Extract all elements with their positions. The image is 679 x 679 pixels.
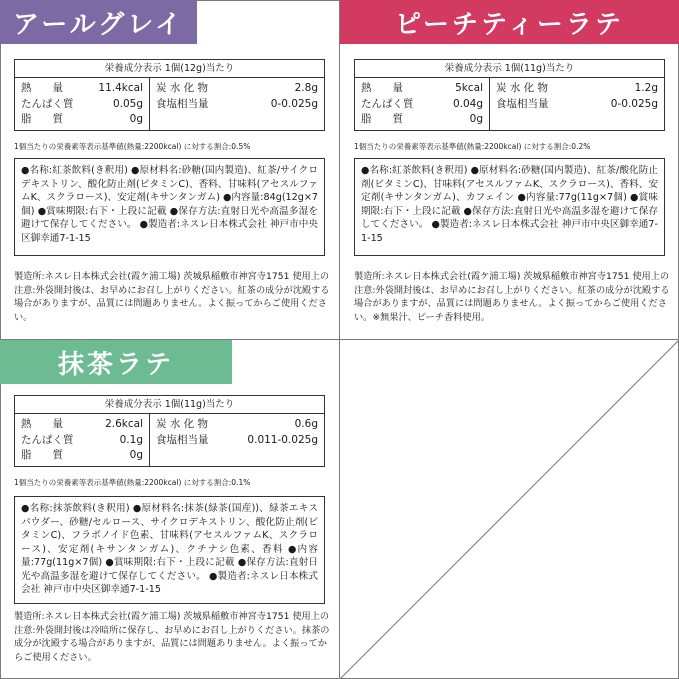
nutrition-row: 炭 水 化 物 1.2g — [496, 82, 658, 94]
nutrition-header: 栄養成分表示 1個(12g)当たり — [15, 60, 324, 78]
nutrition-row: 食塩相当量 0.011-0.025g — [156, 433, 318, 446]
nutrition-table — [14, 59, 325, 131]
ingredients-box: ●名称:抹茶飲料(き釈用) ●原材料名:抹茶(緑茶(国産))、緑茶エキスパウダー、砂糖/セルロース、サイクロデキストリン、酸化防止剤(ビタミンC)、フラボノイド色素、甘味料(アセスルファムK、スクラロース)、安定剤(キサンタンガム)、クチナシ色素、香料 ●内容量:77g(11g×7個) ●賞味期限:右下・上段に記載 ●保存方法:直射日光や高温多湿を避けて保存してください。 ●製造者:ネスレ日本株式会社 神戸市中央区御幸通7-1-15 — [14, 496, 325, 604]
nutrition-row: 炭 水 化 物 2.8g — [156, 82, 318, 94]
nutrition-row: たんぱく質 0.1g — [21, 433, 143, 446]
nutrition-table — [14, 395, 325, 467]
product-title-earl-grey: アールグレイ — [0, 0, 197, 44]
nutrition-row: 熱 量 2.6kcal — [21, 418, 143, 430]
nutrition-header: 栄養成分表示 1個(11g)当たり — [355, 60, 664, 78]
nutrition-row: たんぱく質 0.05g — [21, 97, 143, 110]
nutrition-row: 脂 質 0g — [21, 113, 143, 125]
empty-quadrant-diagonal — [340, 340, 679, 679]
ingredients-box: ●名称:紅茶飲料(き釈用) ●原材料名:砂糖(国内製造)、紅茶/サイクロデキストリン、酸化防止剤(ビタミンC)、香料、甘味料(アセスルファムK、スクラロース)、安定剤(キサンタンガム) ●内容量:84g(12g×7個) ●賞味期限:右下・上段に記載 ●保存方法:直射日光や高温多湿を避けて保存してください。 ●製造者:ネスレ日本株式会社 神戸市中央区御幸通7-1-15 — [14, 158, 325, 256]
product-title-matcha-latte: 抹茶ラテ — [0, 340, 232, 384]
ratio-note: 1個当たりの栄養素等表示基準値(熱量:2200kcal) に対する割合:0.5% — [14, 142, 251, 151]
nutrition-header: 栄養成分表示 1個(11g)当たり — [15, 396, 324, 414]
manufacturer-info: 製造所:ネスレ日本株式会社(霞ケ浦工場) 茨城県稲敷市神宮寺1751 使用上の注意:外袋開封後は冷暗所に保存し、お早めにお召し上がりください。抹茶の成分が沈殿する場合がありますが、品質には問題ありません。よく振ってからご使用ください。 — [14, 611, 330, 663]
panel-matcha-latte — [0, 340, 339, 679]
nutrition-row: 熱 量 11.4kcal — [21, 82, 143, 94]
nutrition-row: 食塩相当量 0-0.025g — [156, 97, 318, 110]
panel-peach-tea-latte — [340, 0, 679, 339]
nutrition-row: 脂 質 0g — [21, 449, 143, 461]
ratio-note: 1個当たりの栄養素等表示基準値(熱量:2200kcal) に対する割合:0.2% — [354, 142, 591, 151]
nutrition-row: 脂 質 0g — [361, 113, 483, 125]
nutrition-row: たんぱく質 0.04g — [361, 97, 483, 110]
product-title-peach-tea-latte: ピーチティーラテ — [340, 0, 679, 44]
ingredients-box: ●名称:紅茶飲料(き釈用) ●原材料名:砂糖(国内製造)、紅茶/酸化防止剤(ビタミンC)、甘味料(アセスルファムK、スクラロース)、香料、安定剤(キサンタンガム)、カフェイン ●内容量:77g(11g×7個) ●賞味期限:右下・上段に記載 ●保存方法:直射日光や高温多湿を避けて保存してください。 ●製造者:ネスレ日本株式会社 神戸市中央区御幸通7-1-15 — [354, 158, 665, 256]
nutrition-table — [354, 59, 665, 131]
nutrition-row: 食塩相当量 0-0.025g — [496, 97, 658, 110]
ratio-note: 1個当たりの栄養素等表示基準値(熱量:2200kcal) に対する割合:0.1% — [14, 478, 251, 487]
diagonal-line — [340, 340, 679, 679]
manufacturer-info: 製造所:ネスレ日本株式会社(霞ケ浦工場) 茨城県稲敷市神宮寺1751 使用上の注意:外袋開封後は、お早めにお召し上がりください。紅茶の成分が沈殿する場合がありますが、品質には問題ありません。よく振ってからご使用ください。 — [14, 271, 330, 323]
panel-earl-grey — [0, 0, 339, 339]
nutrition-row: 炭 水 化 物 0.6g — [156, 418, 318, 430]
nutrition-row: 熱 量 5kcal — [361, 82, 483, 94]
manufacturer-info: 製造所:ネスレ日本株式会社(霞ケ浦工場) 茨城県稲敷市神宮寺1751 使用上の注意:外袋開封後は、お早めにお召し上がりください。紅茶の成分が沈殿する場合がありますが、品質には問題ありません。よく振ってからご使用ください。※無果汁、ピーチ香料使用。 — [354, 271, 670, 323]
